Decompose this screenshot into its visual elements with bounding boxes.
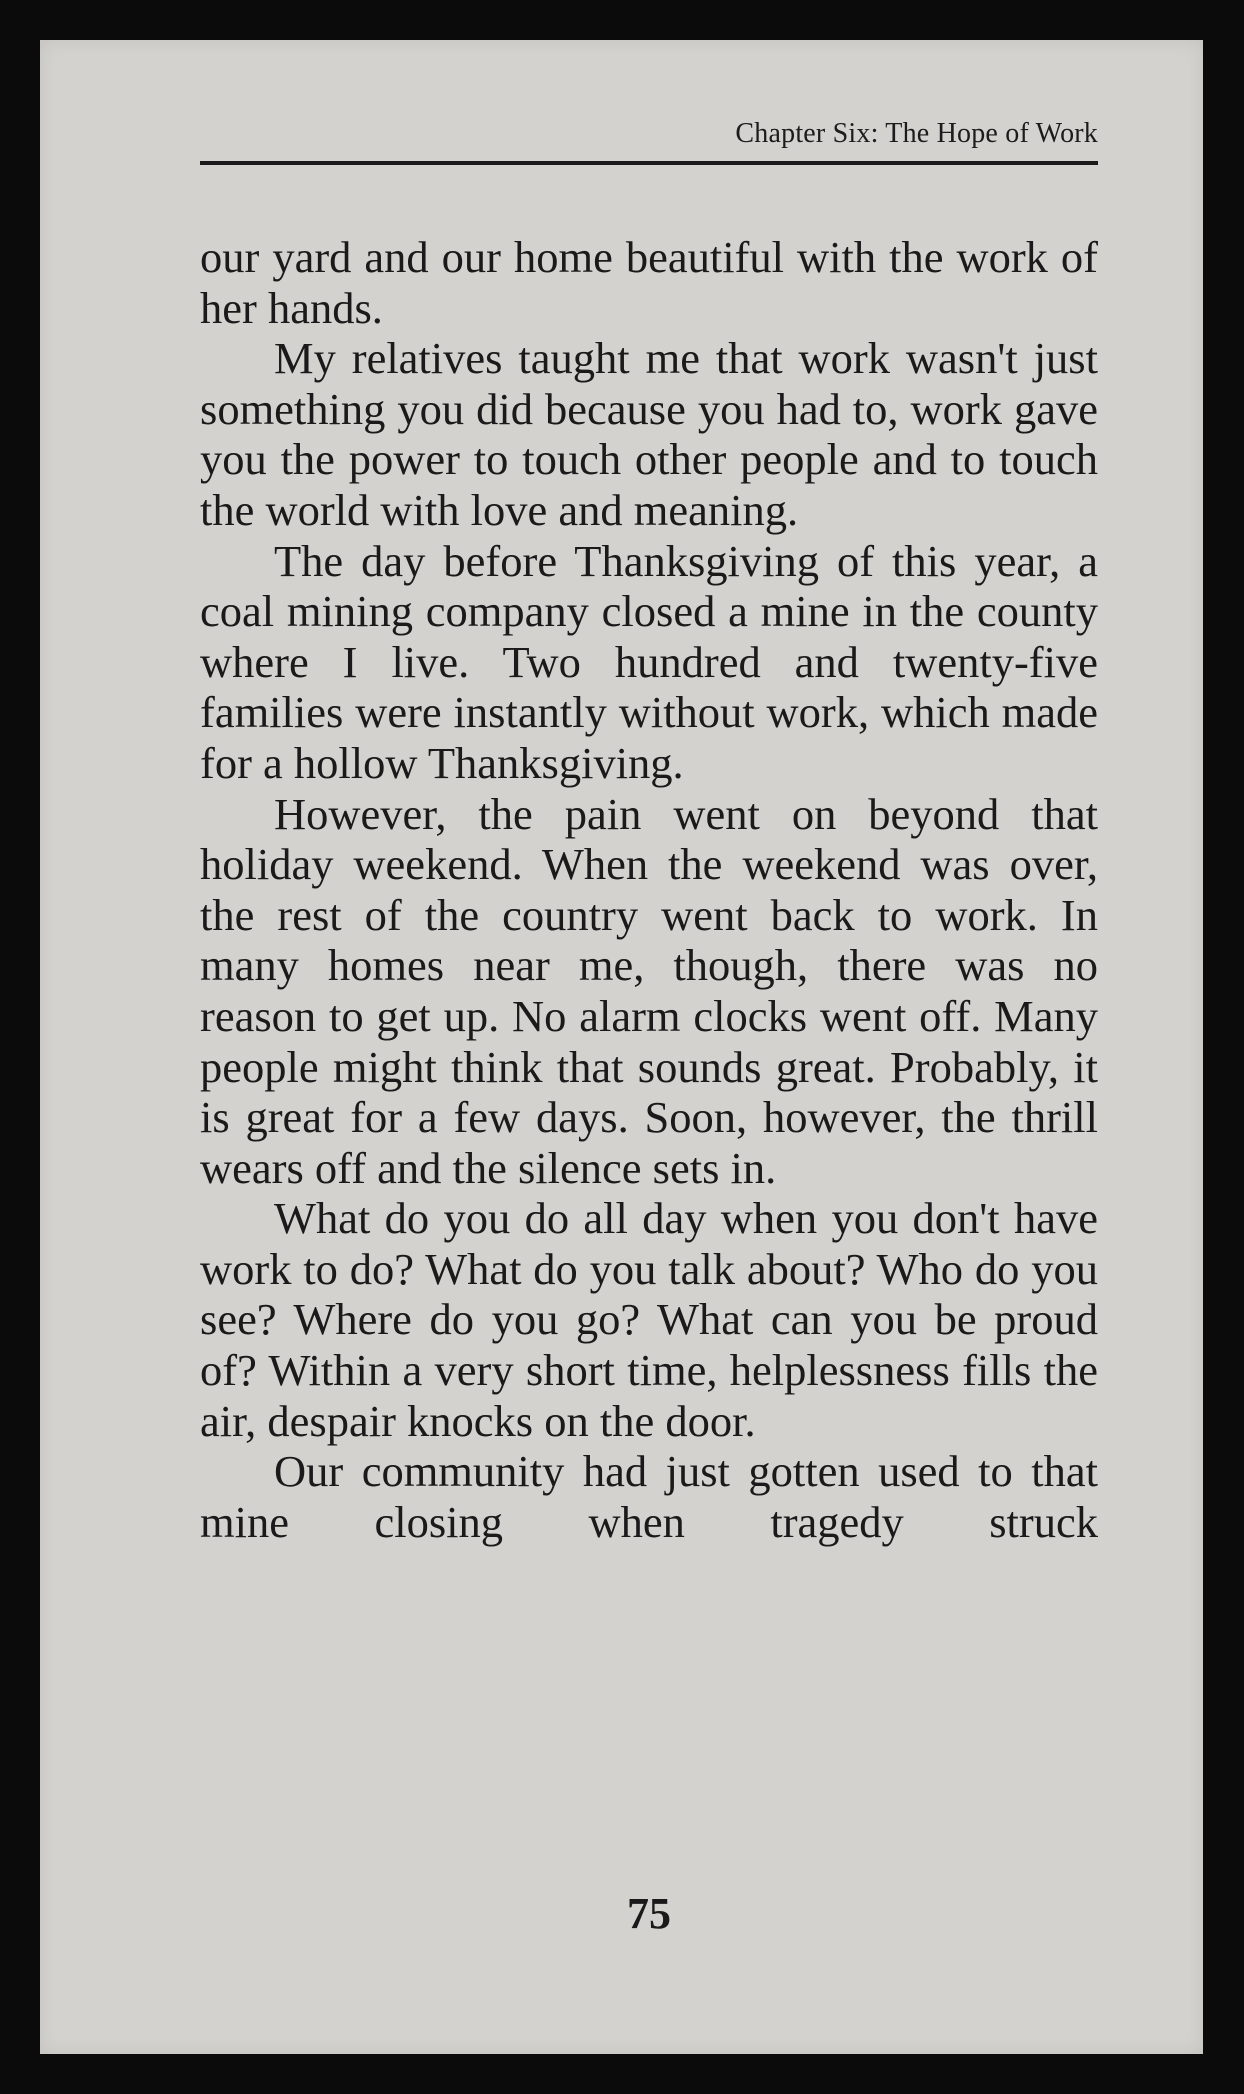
paragraph: The day before Thanksgiving of this year, a coal mining company closed a mine in the county where I live. Two hundred and twenty-five families were instantly without work, which made for a hollow Thanksgiving. [200, 535, 1098, 788]
running-head: Chapter Six: The Hope of Work [735, 118, 1098, 149]
paragraph: However, the pain went on beyond that holiday weekend. When the weekend was over, the rest of the country went back to work. In many homes near me, though, there was no reason to get up. No alarm clocks went off. Many people might think that sounds great. Probably, it is great for a few days. Soon, however, the thrill wears off and the silence sets in. [200, 788, 1098, 1193]
header-rule [200, 161, 1098, 165]
paragraph: Our community had just gotten used to that mine closing when tragedy struck [200, 1446, 1098, 1547]
body-text [200, 232, 1098, 1547]
page-number: 75 [627, 1889, 671, 1938]
paragraph-continued: our yard and our home beautiful with the work of her hands. [200, 232, 1098, 333]
paragraph: My relatives taught me that work wasn't just something you did because you had to, work gave you the power to touch other people and to touch the world with love and meaning. [200, 333, 1098, 535]
book-page [40, 40, 1203, 2054]
paragraph: What do you do all day when you don't have work to do? What do you talk about? Who do you see? Where do you go? What can you be proud of? Within a very short time, helplessness fills the air, despair knocks on the door. [200, 1193, 1098, 1446]
